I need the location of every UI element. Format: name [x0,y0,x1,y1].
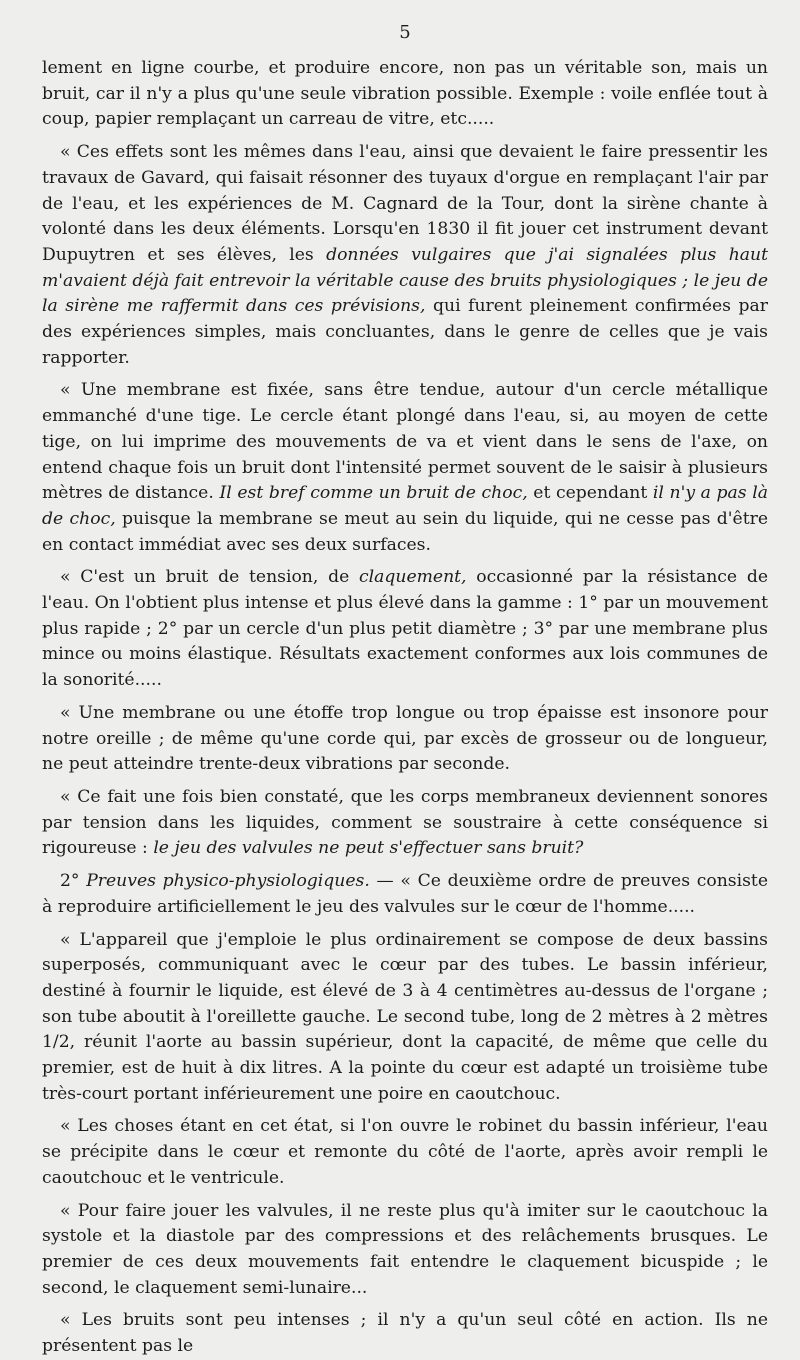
paragraph [42,56,768,133]
text-run: puisque la membrane se meut au sein du liquide, qui ne cesse pas d'être en contact immédiat avec ses deux surfaces. [42,508,768,555]
paragraph [42,140,768,371]
text-run: « C'est un bruit de tension, de [60,567,359,588]
body-text [42,56,768,1360]
text-run: « Ces effets sont les mêmes dans l'eau, ainsi que devaient le faire pressentir les travaux de Gavard, qui faisait résonner des tuyaux d'orgue en remplaçant l'air par de l'eau, et les expériences de M. Cagnard de la Tour, dont la sirène chante à volonté dans les deux éléments. Lorsqu'en 1830 il fit jouer cet instrument devant Dupuytren et ses élèves, les [42,142,768,265]
paragraph [42,701,768,778]
text-run: occasionné par la résistance de l'eau. On l'obtient plus intense et plus élevé dans la gamme : 1° par un mouvement plus rapide ; 2° par un cercle d'un plus petit diamètre ; 3° par une membrane plus mince ou moins élastique. Résultats exactement conformes aux lois communes de la sonorité..... [42,567,768,691]
paragraph [42,1199,768,1302]
italic-text-run: Il est bref comme un bruit de choc, [219,483,528,504]
paragraph [42,785,768,862]
text-run: « Les bruits sont peu intenses ; il n'y a qu'un seul côté en action. Ils ne présentent pas le [42,1310,768,1357]
text-run: lement en ligne courbe, et produire encore, non pas un véritable son, mais un bruit, car il n'y a plus qu'une seule vibration possible. Exemple : voile enflée tout à coup, papier remplaçant un carreau de vitre, etc..... [42,58,768,130]
text-run: « Une membrane est fixée, sans être tendue, autour d'un cercle métallique emmanché d'une tige. Le cercle étant plongé dans l'eau, si, au moyen de cette tige, on lui imprime des mouvements de va et vient dans le sens de l'axe, on entend chaque fois un bruit dont l'intensité permet souvent de le saisir à plusieurs mètres de distance. [42,380,768,504]
text-run: « L'appareil que j'emploie le plus ordinairement se compose de deux bassins superposés, communiquant avec le cœur par des tubes. Le bassin inférieur, destiné à fournir le liquide, est élevé de 3 à 4 centimètres au-dessus de l'organe ; son tube aboutit à l'oreillette gauche. Le second tube, long de 2 mètres à 2 mètres 1/2, réunit l'aorte au bassin supérieur, dont la capacité, de même que celle du premier, est de huit à dix litres. A la pointe du cœur est adapté un troisième tube très-court portant inférieurement une poire en caoutchouc. [42,929,768,1104]
text-run: qui furent pleinement confirmées par des expériences simples, mais concluantes, dans le genre de celles que je vais rapporter. [42,296,769,368]
italic-text-run: données vulgaires que j'ai signalées plus haut m'avaient déjà fait entrevoir la véritable cause des bruits physiologiques ; le jeu de la sirène me raffermit dans ces prévisions, [42,244,769,317]
text-run: « Une membrane ou une étoffe trop longue ou trop épaisse est insonore pour notre oreille ; de même qu'une corde qui, par excès de grosseur ou de longueur, ne peut atteindre trente-deux vibrations par seconde. [42,702,768,775]
italic-text-run: le jeu des valvules ne peut s'effectuer sans bruit? [153,838,584,859]
text-run: et cependant [527,483,653,504]
paragraph [42,1308,768,1359]
paragraph [42,869,768,920]
paragraph [42,928,768,1108]
page-number: 5 [399,22,411,43]
text-run: « Pour faire jouer les valvules, il ne reste plus qu'à imiter sur le caoutchouc la systole et la diastole par des compressions et des relâchements brusques. Le premier de ces deux mouvements fait entendre le claquement bicuspide ; le second, le claquement semi-lunaire... [42,1200,768,1298]
text-run: — « Ce deuxième ordre de preuves consiste à reproduire artificiellement le jeu des valvules sur le cœur de l'homme..... [42,871,768,917]
italic-text-run: claquement, [359,567,467,588]
italic-text-run: il n'y a pas là de choc, [42,483,768,529]
text-run: « Ce fait une fois bien constaté, que les corps membraneux deviennent sonores par tension dans les liquides, comment se soustraire à cette conséquence si rigoureuse : [42,786,768,859]
text-run: « Les choses étant en cet état, si l'on ouvre le robinet du bassin inférieur, l'eau se précipite dans le cœur et remonte du côté de l'aorte, après avoir rempli le caoutchouc et le ventricule. [42,1116,768,1188]
text-run: 2° [60,871,87,892]
paragraph [42,378,768,558]
paragraph [42,1114,768,1191]
italic-text-run: Preuves physico-physiologiques. [86,871,370,892]
paragraph [42,565,768,694]
